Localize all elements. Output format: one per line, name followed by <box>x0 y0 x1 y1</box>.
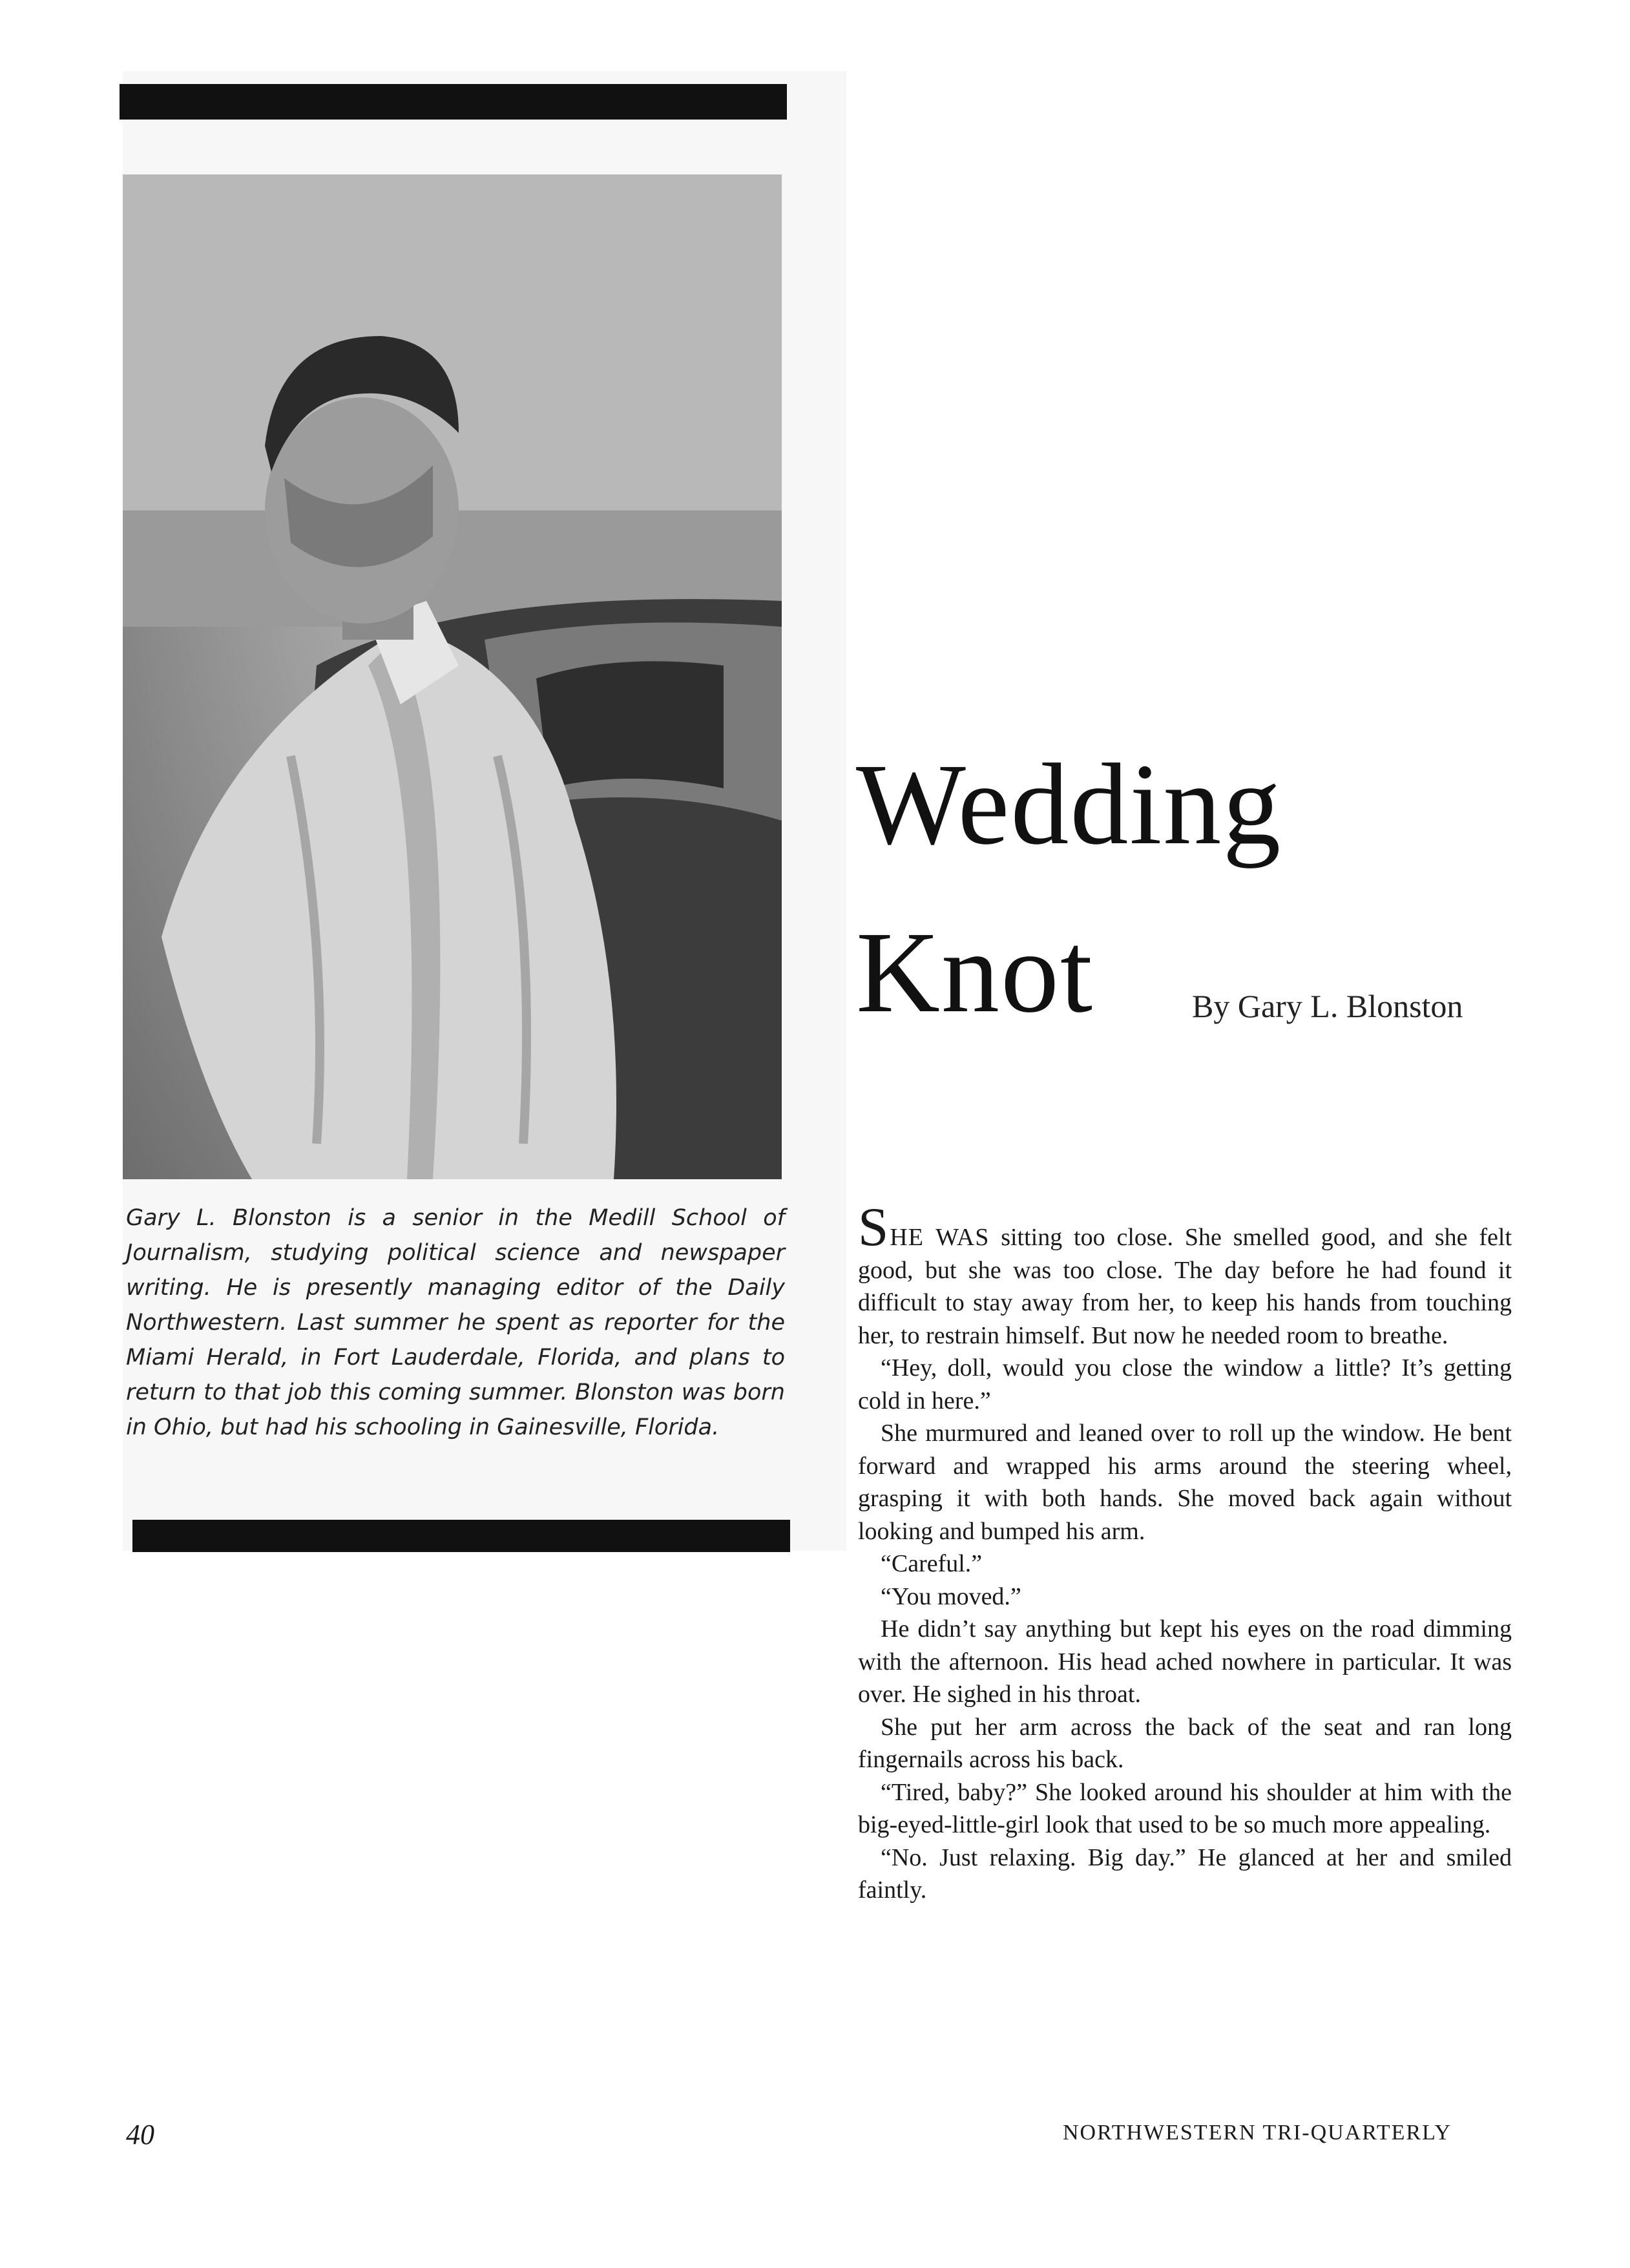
article-byline: By Gary L. Blonston <box>1192 988 1463 1024</box>
drop-cap: S <box>858 1197 890 1257</box>
author-bio-caption: Gary L. Blonston is a senior in the Medill School of Journalism, studying political science and newspaper writing. He is presently managing editor of the Daily Northwestern. Last summer he spent as reporter for the Miami Herald, in Fort Lauderdale, Florida, and plans to return to that job this coming summer. Blonston was born in Ohio, but had his schooling in Gainesville, Florida. <box>126 1205 785 1440</box>
running-head: NORTHWESTERN TRI-QUARTERLY <box>1063 2121 1452 2145</box>
article-title-line-2: Knot <box>856 908 1094 1036</box>
page-number: 40 <box>126 2119 154 2150</box>
story-paragraph: She put her arm across the back of the seat and ran long fingernails across his back. <box>858 1713 1512 1773</box>
story-paragraph: “You moved.” <box>881 1582 1021 1610</box>
story-paragraph: “Tired, baby?” She looked around his shoulder at him with the big-eyed-little-girl look that used to be so much more appealing. <box>858 1778 1512 1838</box>
story-body <box>858 1197 1512 1907</box>
portrait-photo <box>123 174 782 1179</box>
article-title-line-1: Wedding <box>856 740 1282 868</box>
lead-text: sitting too close. She smelled good, and she felt good, but she was too close. The day before he had found it difficult to stay away from her, to keep his hands from touching her, to restrain himself. But now he needed room to breathe. <box>858 1224 1512 1349</box>
portrait-photo-drawing <box>123 174 782 1179</box>
story-paragraph: “Careful.” <box>881 1550 983 1577</box>
lead-caps: HE WAS <box>890 1224 990 1251</box>
story-paragraph: “No. Just relaxing. Big day.” He glanced at her and smiled faintly. <box>858 1843 1512 1904</box>
top-rule-bar <box>120 84 787 120</box>
story-lead-paragraph <box>858 1197 1512 1352</box>
story-paragraph: He didn’t say anything but kept his eyes on the road dimming with the afternoon. His head ached nowhere in particular. It was over. He sighed in his throat. <box>858 1615 1512 1708</box>
story-paragraph: “Hey, doll, would you close the window a little? It’s getting cold in here.” <box>858 1354 1512 1414</box>
story-paragraph: She murmured and leaned over to roll up the window. He bent forward and wrapped his arms around the steering wheel, grasping it with both hands. She moved back again without looking and bumped his arm. <box>858 1420 1512 1545</box>
bottom-rule-bar <box>132 1520 790 1552</box>
